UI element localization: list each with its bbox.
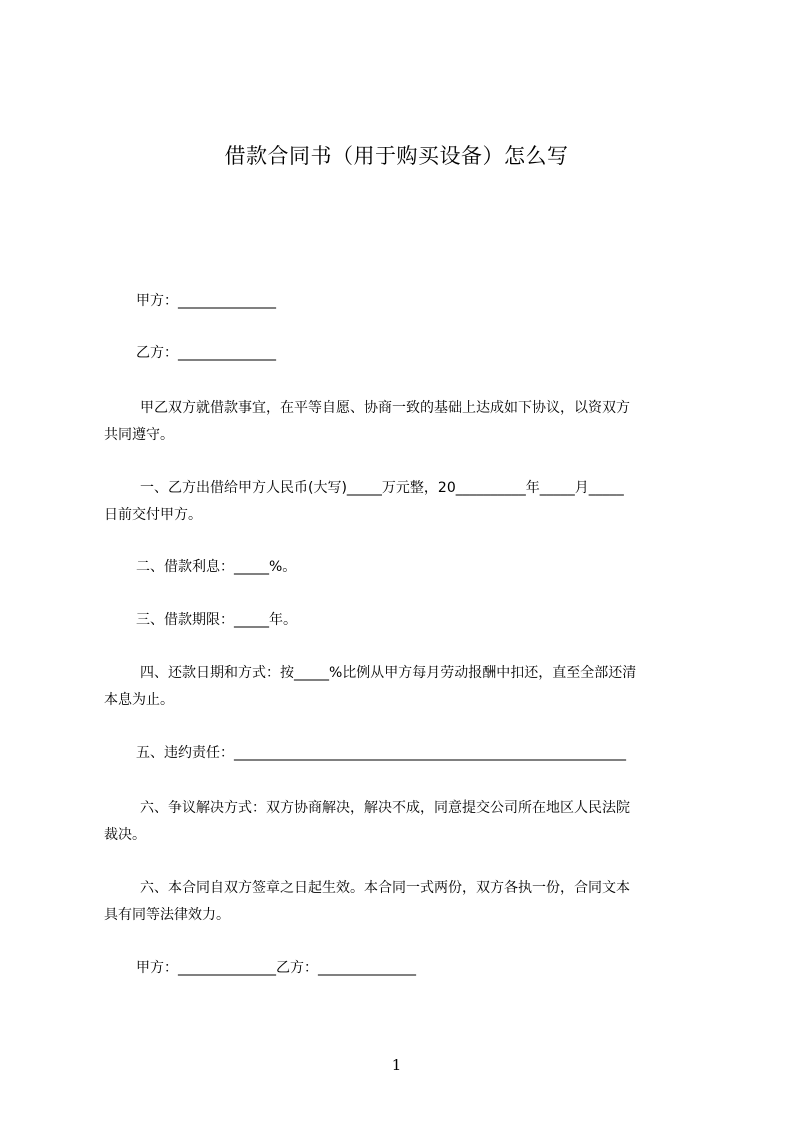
clause-7-paragraph: [104, 875, 704, 929]
intro-paragraph: [104, 395, 704, 449]
clause-4-line-2: 本息为止。: [104, 692, 174, 708]
clause-5-paragraph: [104, 740, 704, 767]
clause-6-line-2: 裁决。: [104, 827, 146, 843]
intro-line-2: 共同遵守。: [104, 427, 174, 443]
signature-text: 甲方：______________乙方：______________: [136, 960, 416, 976]
clause-1-paragraph: [104, 475, 704, 529]
party-b-text: 乙方：______________: [136, 345, 276, 361]
clause-3-text: 三、借款期限：_____年。: [136, 612, 297, 628]
clause-7-line-1: 六、本合同自双方签章之日起生效。本合同一式两份，双方各执一份，合同文本: [140, 880, 630, 896]
clause-3-paragraph: [104, 607, 704, 634]
signature-line: [104, 955, 704, 982]
clause-5-text: 五、违约责任：________________________________________________________: [136, 745, 626, 761]
clause-4-line-1: 四、还款日期和方式：按_____%比例从甲方每月劳动报酬中扣还，直至全部还清: [140, 665, 637, 681]
page-number: 1: [391, 1056, 402, 1074]
party-a-text: 甲方：______________: [136, 293, 276, 309]
intro-line-1: 甲乙双方就借款事宜，在平等自愿、协商一致的基础上达成如下协议，以资双方: [140, 400, 630, 416]
party-b-line: [104, 340, 704, 367]
clause-6-line-1: 六、争议解决方式：双方协商解决，解决不成，同意提交公司所在地区人民法院: [140, 800, 630, 816]
clause-2-paragraph: [104, 554, 704, 581]
party-a-line: [104, 288, 704, 315]
clause-6-paragraph: [104, 795, 704, 849]
clause-4-paragraph: [104, 660, 704, 714]
clause-1-line-2: 日前交付甲方。: [104, 507, 202, 523]
clause-1-line-1: 一、乙方出借给甲方人民币(大写)_____万元整，20__________年_____月_____: [140, 480, 624, 496]
document-title: 借款合同书（用于购买设备）怎么写: [224, 144, 569, 168]
clause-7-line-2: 具有同等法律效力。: [104, 907, 230, 923]
clause-2-text: 二、借款利息：_____%。: [136, 559, 297, 575]
